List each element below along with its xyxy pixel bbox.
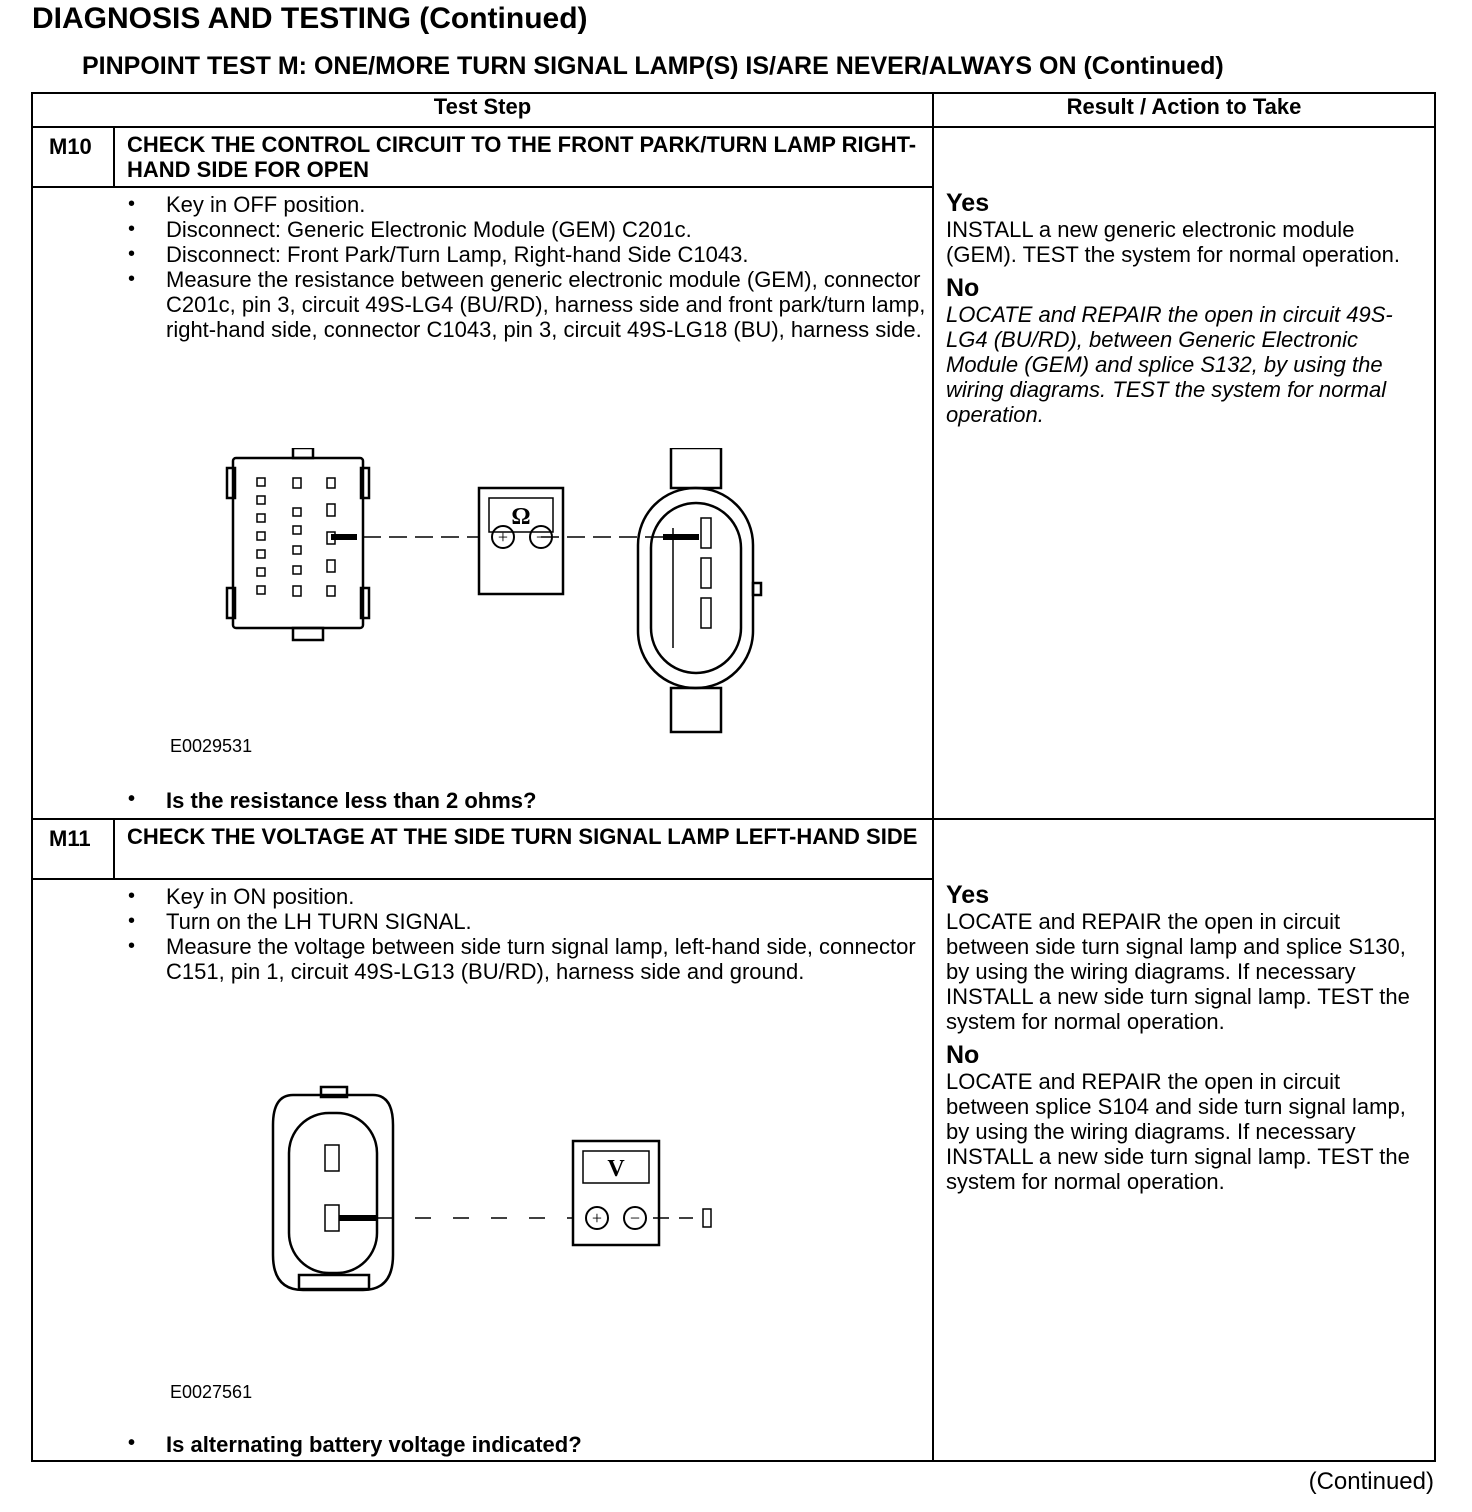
step-id: M11 <box>33 820 115 878</box>
instruction: • Measure the resistance between generic electronic module (GEM), connector C201c, pin 3, circuit 49S-LG4 (BU/RD), harness side and front park/turn lamp, right-hand side, connector C1043, pin 3, circuit 49S-LG18 (BU), harness side. <box>128 267 932 342</box>
instruction: • Disconnect: Generic Electronic Module (GEM) C201c. <box>128 217 932 242</box>
pinpoint-test-title: PINPOINT TEST M: ONE/MORE TURN SIGNAL LAMP(S) IS/ARE NEVER/ALWAYS ON (Continued) <box>82 52 1224 80</box>
yes-label: Yes <box>946 881 990 909</box>
instruction: • Turn on the LH TURN SIGNAL. <box>128 909 932 934</box>
step-header-m11 <box>32 819 933 879</box>
figure-code: E0029531 <box>170 736 253 756</box>
column-header-test-step: Test Step <box>32 93 933 127</box>
step-title: CHECK THE CONTROL CIRCUIT TO THE FRONT PARK/TURN LAMP RIGHT-HAND SIDE FOR OPEN <box>127 132 917 182</box>
column-header-result: Result / Action to Take <box>933 93 1435 127</box>
yes-action: LOCATE and REPAIR the open in circuit between side turn signal lamp and splice S130, by using the wiring diagrams. If necessary INSTALL a new side turn signal lamp. TEST the system for normal operation. <box>946 909 1410 1034</box>
svg-text:−: − <box>535 527 547 547</box>
step-instructions <box>33 880 932 984</box>
step-id: M10 <box>33 128 115 186</box>
svg-text:+: + <box>591 1208 603 1228</box>
no-label: No <box>946 274 980 302</box>
meter-symbol: V <box>607 1156 625 1182</box>
svg-text:−: − <box>629 1208 641 1228</box>
result-cell-m10 <box>933 127 1435 819</box>
step-instructions <box>33 188 932 342</box>
voltage-test-diagram <box>263 1085 723 1300</box>
step-question: • Is alternating battery voltage indicated? <box>128 1432 582 1458</box>
no-action: LOCATE and REPAIR the open in circuit 49S-LG4 (BU/RD), between Generic Electronic Module (GEM) and splice S132, by using the wiring diagrams. TEST the system for normal operation. <box>946 302 1393 427</box>
test-table <box>31 92 1436 1462</box>
step-header-m10 <box>32 127 933 187</box>
result-cell-m11 <box>933 819 1435 1461</box>
meter-symbol: Ω <box>511 504 531 530</box>
instruction: • Key in OFF position. <box>128 192 932 217</box>
yes-label: Yes <box>946 189 990 217</box>
continued-footer: (Continued) <box>1308 1468 1434 1495</box>
step-body-m11 <box>32 879 933 1461</box>
page-title: DIAGNOSIS AND TESTING (Continued) <box>32 2 588 35</box>
yes-action: INSTALL a new generic electronic module (GEM). TEST the system for normal operation. <box>946 217 1401 267</box>
step-body-m10 <box>32 187 933 819</box>
no-action: LOCATE and REPAIR the open in circuit between splice S104 and side turn signal lamp, by using the wiring diagrams. If necessary INSTALL a new side turn signal lamp. TEST the system for normal operation. <box>946 1069 1410 1194</box>
instruction: • Key in ON position. <box>128 884 932 909</box>
resistance-test-diagram <box>223 448 783 748</box>
instruction: • Disconnect: Front Park/Turn Lamp, Right-hand Side C1043. <box>128 242 932 267</box>
no-label: No <box>946 1041 980 1069</box>
figure-code: E0027561 <box>170 1382 253 1402</box>
svg-text:+: + <box>497 527 509 547</box>
step-question: • Is the resistance less than 2 ohms? <box>128 788 536 814</box>
step-title: CHECK THE VOLTAGE AT THE SIDE TURN SIGNAL LAMP LEFT-HAND SIDE <box>127 824 918 849</box>
instruction: • Measure the voltage between side turn signal lamp, left-hand side, connector C151, pin 1, circuit 49S-LG13 (BU/RD), harness side and ground. <box>128 934 932 984</box>
